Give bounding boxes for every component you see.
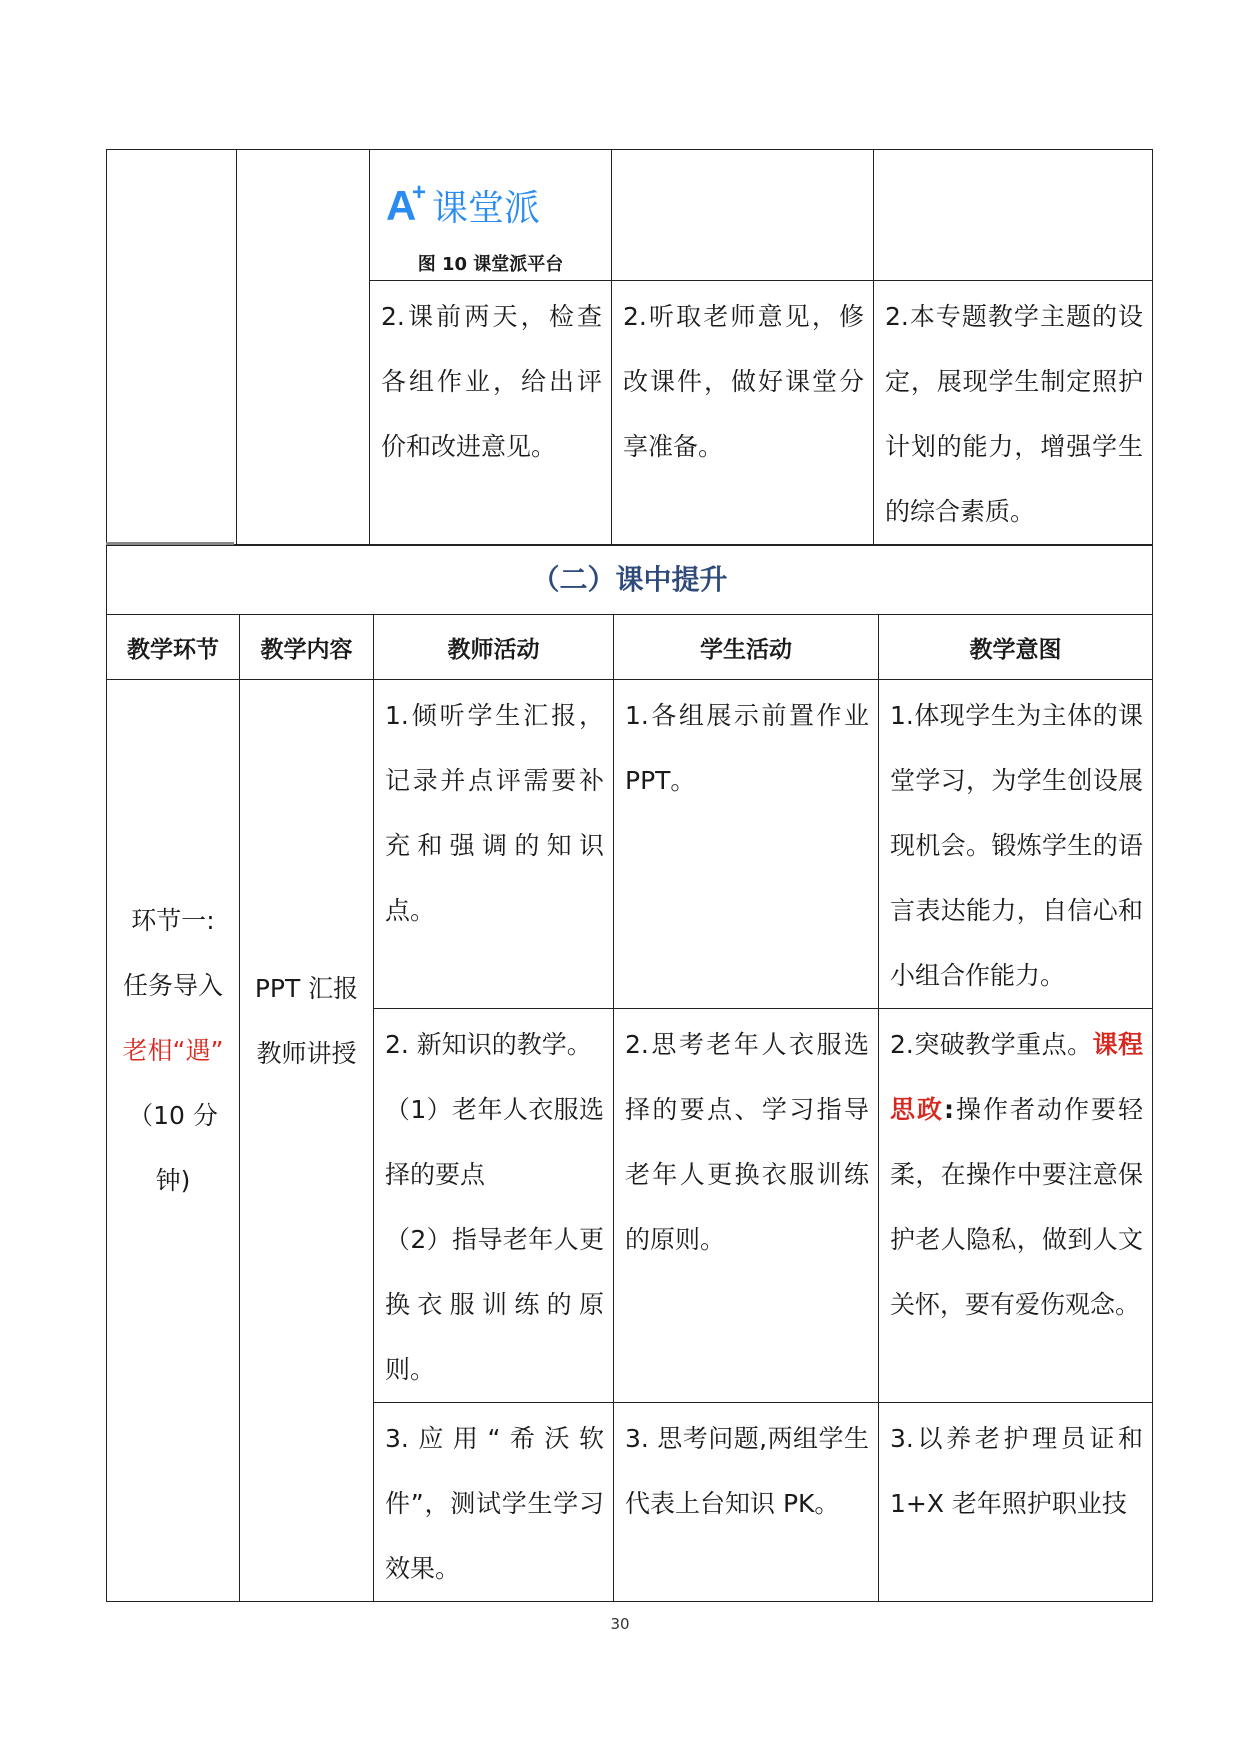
student-activity-text: 2.听取老师意见，修改课件，做好课堂分享准备。 — [623, 302, 864, 461]
row2-teacher-line-1: 2. 新知识的教学。 — [385, 1030, 592, 1059]
continued-stage-cell — [107, 150, 237, 545]
student-activity-cell — [612, 281, 874, 545]
stage-cell — [107, 680, 240, 1602]
row3-intent-cell — [879, 1403, 1153, 1602]
stage-line-5: 钟) — [155, 1166, 191, 1195]
stage-line-1: 环节一: — [131, 906, 215, 935]
intent-empty-cell — [874, 150, 1153, 281]
intent-text: 2.本专题教学主题的设定，展现学生制定照护计划的能力，增强学生的综合素质。 — [885, 302, 1143, 526]
row1-teacher-text: 1.倾听学生汇报，记录并点评需要补充和强调的知识点。 — [385, 701, 604, 925]
row3-intent-text: 3.以养老护理员证和 1+X 老年照护职业技 — [890, 1424, 1144, 1518]
continued-table — [106, 149, 1153, 545]
teacher-activity-text: 2.课前两天，检查各组作业，给出评价和改进意见。 — [381, 302, 602, 461]
page-number: 30 — [610, 1615, 630, 1633]
row1-student-text: 1.各组展示前置作业 PPT。 — [625, 701, 869, 795]
header-student: 学生活动 — [614, 615, 879, 680]
header-intent: 教学意图 — [879, 615, 1153, 680]
continued-content-cell — [237, 150, 370, 545]
row2-teacher-line-3: （2）指导老年人更换衣服训练的原则。 — [385, 1225, 604, 1384]
header-stage: 教学环节 — [107, 615, 240, 680]
row1-student-cell — [614, 680, 879, 1009]
row2-student-text: 2.思考老年人衣服选择的要点、学习指导老年人更换衣服训练的原则。 — [625, 1030, 869, 1254]
row2-student-cell — [614, 1009, 879, 1403]
row3-teacher-cell — [374, 1403, 614, 1602]
logo-plus: + — [412, 182, 427, 206]
intent-cell — [874, 281, 1153, 545]
teacher-activity-cell — [370, 281, 612, 545]
row2-teacher-cell — [374, 1009, 614, 1403]
row2-teacher-line-2: （1）老年人衣服选择的要点 — [385, 1095, 604, 1189]
figure-caption: 图 10 课堂派平台 — [417, 254, 564, 275]
row3-teacher-text: 3.应用“希沃软件”，测试学生学习效果。 — [385, 1424, 604, 1583]
ketangpai-logo — [386, 182, 566, 228]
stage-line-4: （10 分 — [128, 1101, 218, 1130]
ideology-highlight: 课程思政 — [890, 1030, 1144, 1124]
row2-intent-rest: 操作者动作要轻柔，在操作中要注意保护老人隐私，做到人文关怀，要有爱伤观念。 — [890, 1095, 1144, 1319]
row1-teacher-cell — [374, 680, 614, 1009]
logo-cell — [370, 150, 612, 281]
row2-intent-text — [879, 1009, 1152, 1337]
row3-student-text: 3. 思考问题,两组学生代表上台知识 PK。 — [625, 1424, 869, 1518]
logo-wordmark: 课堂派 — [432, 188, 541, 228]
lesson-plan-table — [106, 545, 1153, 1602]
row3-student-cell — [614, 1403, 879, 1602]
student-empty-cell — [612, 150, 874, 281]
row1-intent-text: 1.体现学生为主体的课堂学习，为学生创设展现机会。锻炼学生的语言表达能力，自信心和小组合作能力。 — [890, 701, 1144, 990]
header-teacher: 教师活动 — [374, 615, 614, 680]
content-line-1: PPT 汇报 — [254, 973, 359, 1003]
row1-intent-cell — [879, 680, 1153, 1009]
row2-intent-colon: : — [944, 1095, 955, 1124]
logo-letter: A — [386, 182, 417, 228]
row2-intent-cell — [879, 1009, 1153, 1403]
content-cell — [240, 680, 374, 1602]
row2-intent-prefix: 2.突破教学重点。 — [890, 1030, 1093, 1059]
stage-line-2: 任务导入 — [122, 971, 223, 1000]
row2-teacher-text — [374, 1009, 613, 1402]
section-title: （二）课中提升 — [107, 546, 1153, 615]
header-content: 教学内容 — [240, 615, 374, 680]
stage-line-3: 老相“遇” — [122, 1036, 224, 1065]
content-line-2: 教师讲授 — [256, 1038, 357, 1068]
